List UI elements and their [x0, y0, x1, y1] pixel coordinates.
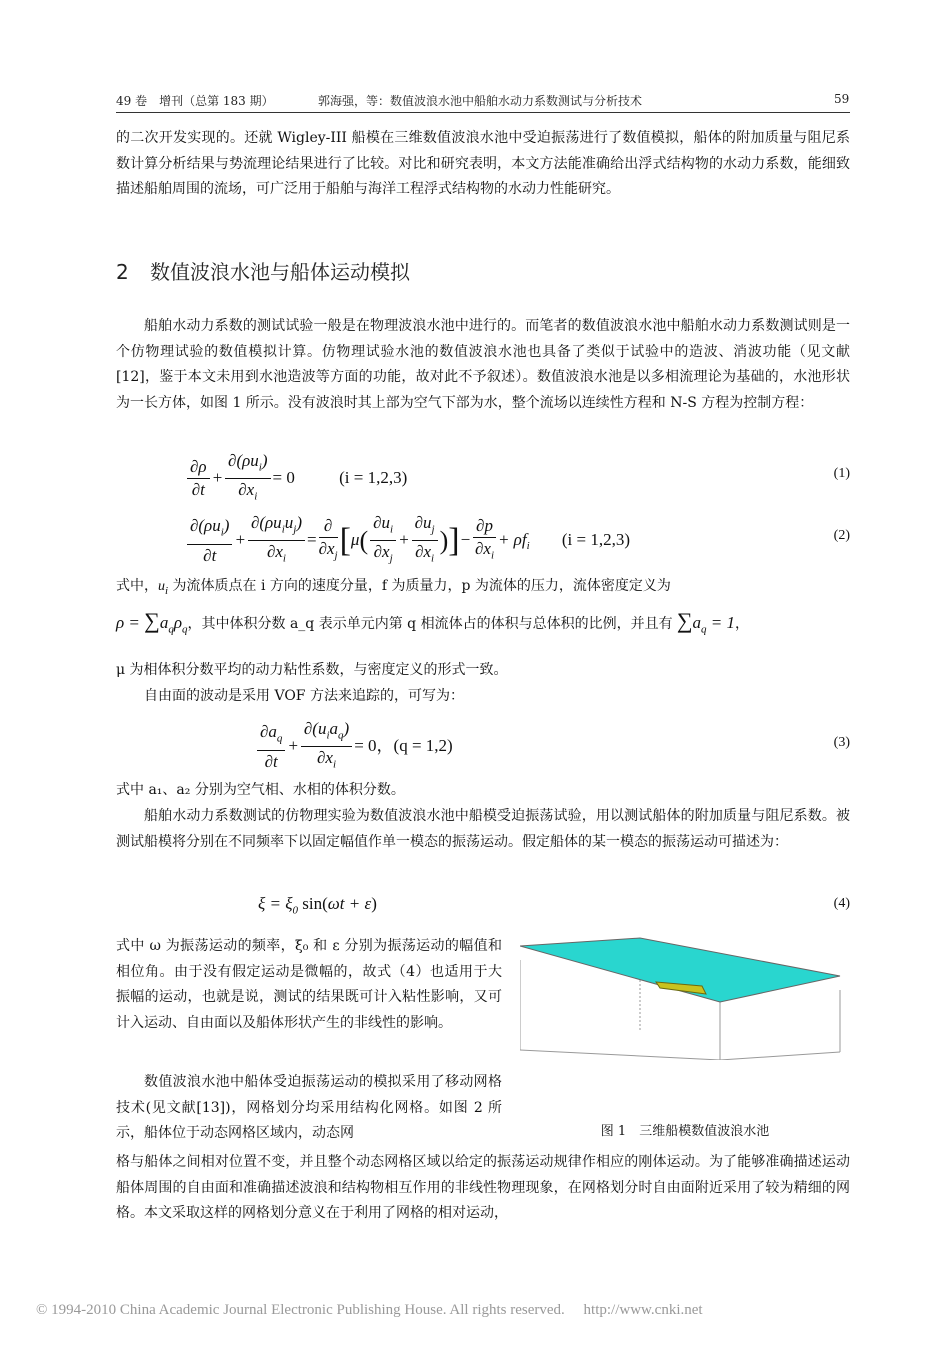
paragraph-2: 式中，$u_i$ 为流体质点在 i 方向的速度分量，f 为质量力，p 为流体的压力，流体密度定义为: [116, 578, 671, 597]
equation-4: $\xi = \xi_0$ sin(ωt + ε): [258, 894, 377, 917]
equation-1: $\frac{\partial\rho}{\partial t}$ + $\frac{\partial(\rho u_i)}{\partial x_i}$ = 0 (i = 1,2,3): [185, 450, 407, 508]
para2-text: 为流体质点在 i 方向的速度分量，f 为质量力，p 为流体的压力，流体密度定义为: [172, 578, 671, 594]
paragraph-3: $\rho = \sum a_q\rho_q$，其中体积分数 a_q 表示单元内第 q 相流体占的体积与总体积的比例，并且有 $\sum a_q = 1$，: [116, 608, 749, 636]
water-surface: [520, 938, 840, 1002]
para3-text: ，其中体积分数 a_q 表示单元内第 q 相流体占的体积与总体积的比例，并且有: [187, 616, 673, 632]
header-volume: 49 卷 增刊（总第 183 期）: [116, 94, 274, 108]
eq1-number: (1): [833, 466, 850, 481]
paragraph-10: 格与船体之间相对位置不变，并且整个动态网格区域以给定的振荡运动规律作相应的刚体运动。为了能够准确描述运动船体周围的自由面和准确描述波浪和结构物相互作用的非线性物理现象，在网格划分时自由面附近采用了较为精细的网格。本文采取这样的网格划分意义在于利用了网格的相对运动，: [116, 1154, 850, 1221]
header-rule: [116, 112, 850, 113]
intro-paragraph: 的二次开发实现的。还就 Wigley-III 船模在三维数值波浪水池中受迫振荡进行了数值模拟，船体的附加质量与阻尼系数计算分析结果与势流理论结果进行了比较。对比和研究表明，本文方法能准确给出浮式结构物的水动力系数，能细致描述船舶周围的流场，可广泛用于船舶与海洋工程浮式结构物的水动力性能研究。: [116, 130, 850, 197]
paragraph-7: 船舶水动力系数测试的仿物理实验为数值波浪水池中船模受迫振荡试验，用以测试船体的附加质量与阻尼系数。被测试船模将分别在不同频率下以固定幅值作单一模态的振荡运动。假定船体的某一模态的振荡运动可描述为：: [116, 808, 850, 850]
header-page: 59: [834, 92, 850, 106]
paragraph-4: μ 为相体积分数平均的动力粘性系数，与密度定义的形式一致。: [116, 662, 508, 678]
paragraph-6: 式中 a₁、a₂ 分别为空气相、水相的体积分数。: [116, 782, 405, 798]
section-number: 2: [116, 260, 129, 284]
eq3-condition: ，(q = 1,2): [376, 735, 453, 755]
figure-1-caption: 图 1 三维船模数值波浪水池: [600, 1124, 770, 1139]
paragraph-5: 自由面的波动是采用 VOF 方法来追踪的，可写为：: [144, 688, 464, 704]
figure-1-tank: [520, 930, 850, 1060]
eq2-condition: (i = 1,2,3): [561, 529, 631, 549]
paragraph-1: 船舶水动力系数的测试试验一般是在物理波浪水池中进行的。而笔者的数值波浪水池中船舶水动力系数测试则是一个仿物理试验的数值模拟计算。仿物理试验水池的数值波浪水池也具备了类似于试验中的造波、消波功能（见文献[12]，鉴于本文未用到水池造波等方面的功能，故对此不予叙述）。数值波浪水池是以多相流理论为基础的，水池形状为一长方体，如图 1 所示。没有波浪时其上部为空气下部为水，整个流场以连续性方程和 N-S 方程为控制方程：: [116, 318, 850, 411]
section-title: 数值波浪水池与船体运动模拟: [150, 260, 410, 284]
paragraph-8: 式中 ω 为振荡运动的频率，ξ₀ 和 ε 分别为振荡运动的幅值和相位角。由于没有假定运动是微幅的，故式（4）也适用于大振幅的运动，也就是说，测试的结果既可计入粘性影响，又可计入运动、自由面以及船体形状产生的非线性的影响。: [116, 938, 502, 1031]
equation-2: $\frac{\partial(\rho u_i)}{\partial t}$ + $\frac{\partial(\rho u_iu_j)}{\partial x_i}$ = $\frac{\partial}{\partial x_j}$ [μ( $\frac{\partial u_i}{\partial x_j}$ + $\frac{\partial u_j}{\partial x_i}$ )]− $\frac{\partial p}{\partial x_i}$ + $\rho f_i$ (i = 1,2,3): [185, 512, 630, 570]
equation-3: $\frac{\partial a_q}{\partial t}$ + $\frac{\partial(u_ia_q)}{\partial x_i}$ = 0，(q = 1,2): [255, 718, 453, 776]
header-title: 郭海强，等：数值波浪水池中船舶水动力系数测试与分析技术: [318, 94, 643, 108]
eq1-condition: (i = 1,2,3): [339, 467, 408, 487]
eq4-number: (4): [833, 896, 850, 911]
section-heading: [116, 256, 410, 285]
eq3-number: (3): [833, 735, 850, 750]
copyright-footer: © 1994-2010 China Academic Journal Electronic Publishing House. All rights reserved. http://www.cnki.net: [36, 1302, 703, 1318]
eq2-number: (2): [833, 528, 850, 543]
paragraph-9: 数值波浪水池中船体受迫振荡运动的模拟采用了移动网格技术(见文献[13])，网格划分均采用结构化网格。如图 2 所示，船体位于动态网格区域内，动态网: [116, 1074, 502, 1141]
